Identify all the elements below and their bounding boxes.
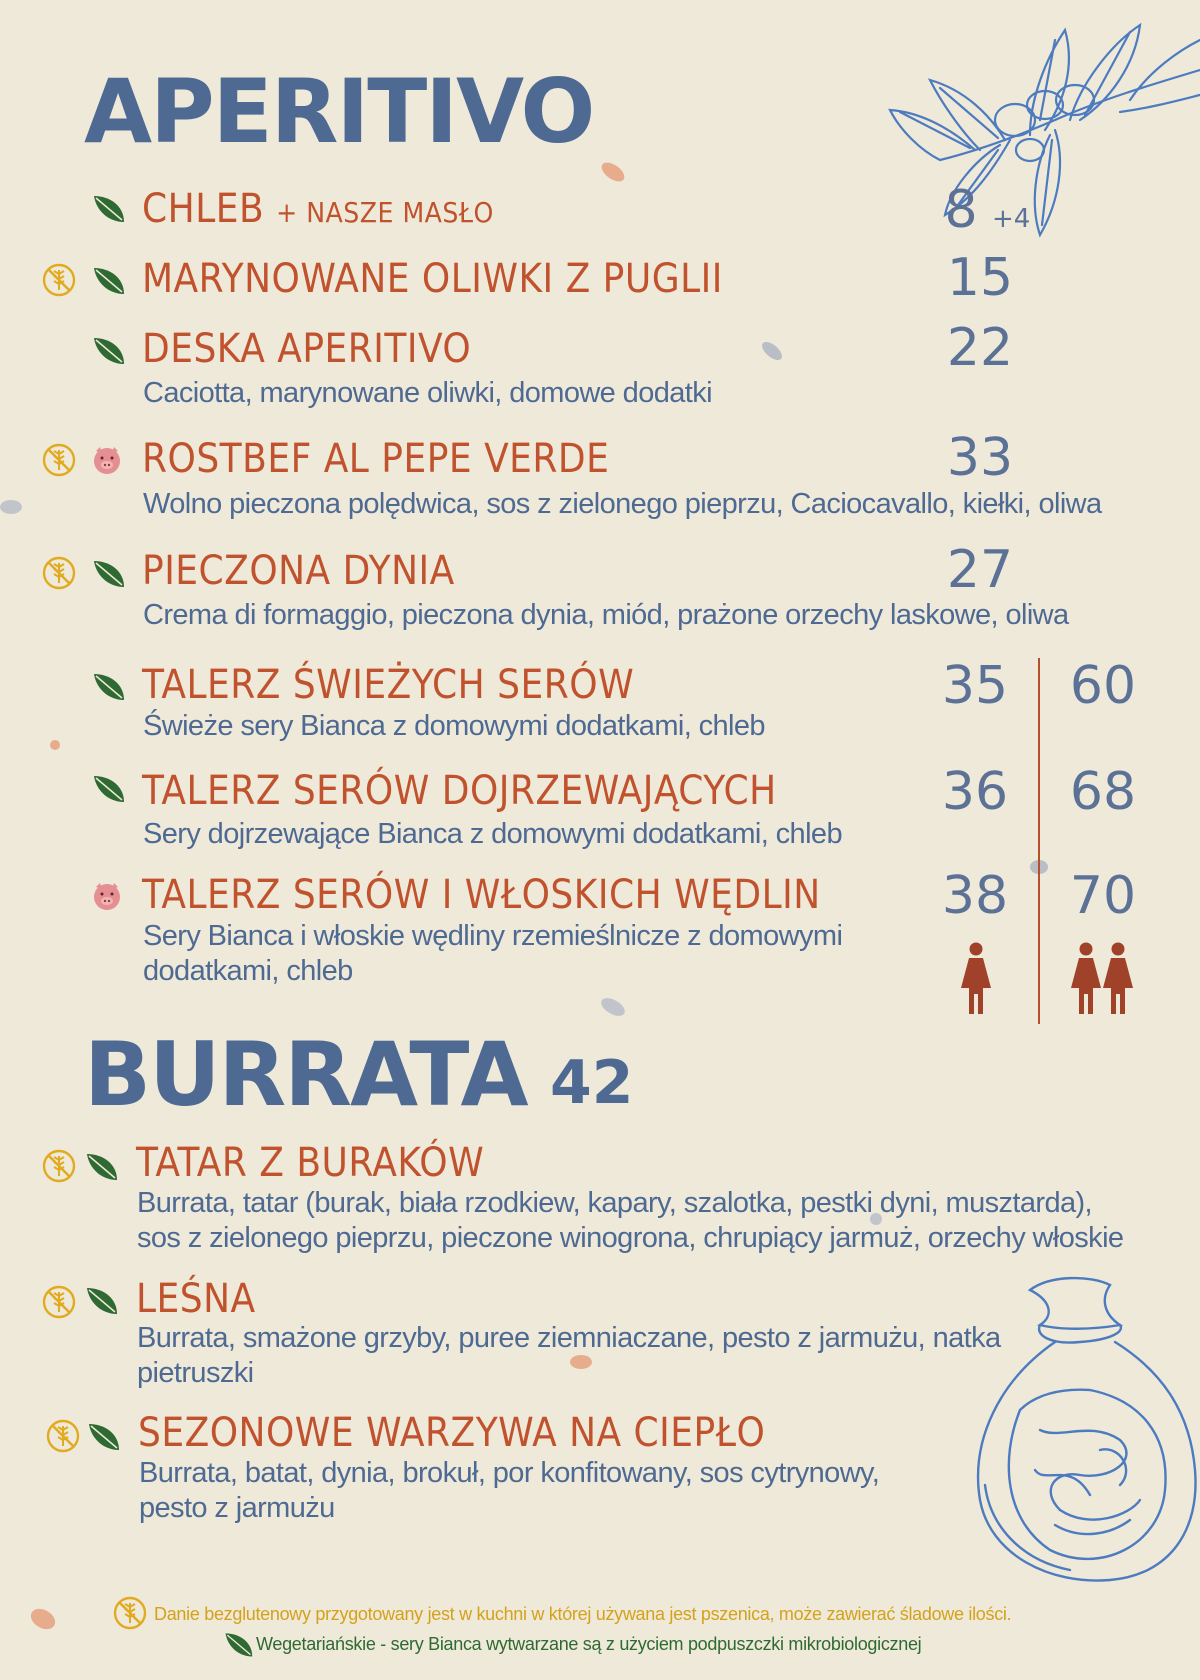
item-description-line-2: dodatkami, chleb: [143, 955, 353, 987]
item-price: 22: [946, 318, 1014, 378]
item-description: Crema di formaggio, pieczona dynia, miód, prażone orzechy laskowe, oliwa: [143, 599, 1069, 631]
item-name: ROSTBEF AL PEPE VERDE: [142, 436, 610, 482]
item-price: 27: [946, 540, 1014, 600]
leaf-icon: [90, 332, 126, 368]
item-name: CHLEB: [142, 186, 265, 232]
item-price-two-persons: 60: [1069, 656, 1137, 716]
gluten-free-icon: [41, 1284, 77, 1320]
item-price: 33: [946, 428, 1014, 488]
gluten-free-footnote-text: Danie bezglutenowy przygotowany jest w kuchni w której używana jest pszenica, może zawierać śladowe ilości.: [154, 1604, 1012, 1624]
item-description-line-2: pietruszki: [137, 1357, 254, 1389]
leaf-icon: [90, 668, 126, 704]
item-description-line-1: Burrata, smażone grzyby, puree ziemniaczane, pesto z jarmużu, natka: [137, 1322, 1001, 1354]
item-description: Sery dojrzewające Bianca z domowymi dodatkami, chleb: [143, 818, 842, 850]
pig-icon: [90, 879, 124, 913]
decor-speck: [0, 500, 22, 514]
gluten-free-icon: [41, 555, 77, 591]
leaf-icon: [85, 1418, 121, 1454]
section-title-burrata: BURRATA: [84, 1023, 527, 1126]
decor-speck: [759, 339, 785, 364]
burrata-bag-illustration: [960, 1270, 1200, 1590]
section-title-aperitivo: APERITIVO: [84, 60, 594, 163]
item-description-line-1: Burrata, tatar (burak, biała rzodkiew, kapary, szalotka, pestki dyni, musztarda),: [137, 1187, 1093, 1219]
item-name: TALERZ ŚWIEŻYCH SERÓW: [142, 662, 635, 708]
item-name: PIECZONA DYNIA: [142, 548, 455, 594]
item-name: TALERZ SERÓW DOJRZEWAJĄCYCH: [142, 768, 777, 814]
item-name: LEŚNA: [136, 1276, 256, 1322]
gluten-free-icon: [112, 1595, 148, 1631]
decor-speck: [27, 1605, 59, 1634]
pig-icon: [90, 443, 124, 477]
item-price-two-persons: 70: [1069, 866, 1137, 926]
item-name: SEZONOWE WARZYWA NA CIEPŁO: [138, 1410, 766, 1456]
item-price-one-person: 38: [941, 866, 1009, 926]
item-name: TATAR Z BURAKÓW: [136, 1140, 485, 1186]
item-description-line-2: sos z zielonego pieprzu, pieczone winogrona, chrupiący jarmuż, orzechy włoskie: [137, 1222, 1124, 1254]
decor-speck: [570, 1355, 592, 1369]
item-description-line-1: Burrata, batat, dynia, brokuł, por konfitowany, sos cytrynowy,: [139, 1457, 880, 1489]
leaf-icon: [90, 262, 126, 298]
item-name: TALERZ SERÓW I WŁOSKICH WĘDLIN: [142, 872, 821, 918]
item-price-one-person: 35: [941, 656, 1009, 716]
leaf-icon: [90, 555, 126, 591]
price-column-divider: [1038, 658, 1040, 1024]
vegetarian-footnote-text: Wegetariańskie - sery Bianca wytwarzane są z użyciem podpuszczki mikrobiologicznej: [256, 1634, 922, 1654]
leaf-icon: [83, 1282, 119, 1318]
olive-branch-illustration: [880, 0, 1200, 250]
decor-speck: [598, 159, 627, 185]
item-price: 8: [944, 180, 978, 240]
item-price: 15: [946, 248, 1014, 308]
burrata-price: 42: [550, 1048, 634, 1118]
gluten-free-icon: [41, 1148, 77, 1184]
two-persons-icon: [1070, 942, 1134, 1016]
leaf-icon: [90, 190, 126, 226]
leaf-icon: [83, 1148, 119, 1184]
item-price-two-persons: 68: [1069, 762, 1137, 822]
item-price-one-person: 36: [941, 762, 1009, 822]
gluten-free-icon: [45, 1418, 81, 1454]
item-name: DESKA APERITIVO: [142, 326, 472, 372]
gluten-free-icon: [41, 262, 77, 298]
item-description: Świeże sery Bianca z domowymi dodatkami, chleb: [143, 710, 765, 742]
item-price-extra: +4: [992, 204, 1031, 234]
item-name: MARYNOWANE OLIWKI Z PUGLII: [142, 256, 723, 302]
decor-speck: [50, 740, 60, 750]
one-person-icon: [958, 942, 994, 1016]
item-extra: + NASZE MASŁO: [276, 196, 494, 229]
item-description-line-1: Sery Bianca i włoskie wędliny rzemieślnicze z domowymi: [143, 920, 843, 952]
gluten-free-icon: [41, 442, 77, 478]
leaf-icon: [222, 1628, 254, 1660]
decor-speck: [598, 994, 628, 1019]
item-description: Caciotta, marynowane oliwki, domowe dodatki: [143, 377, 712, 409]
item-description: Wolno pieczona polędwica, sos z zielonego pieprzu, Caciocavallo, kiełki, oliwa: [143, 488, 1102, 520]
leaf-icon: [90, 770, 126, 806]
item-description-line-2: pesto z jarmużu: [139, 1492, 335, 1524]
